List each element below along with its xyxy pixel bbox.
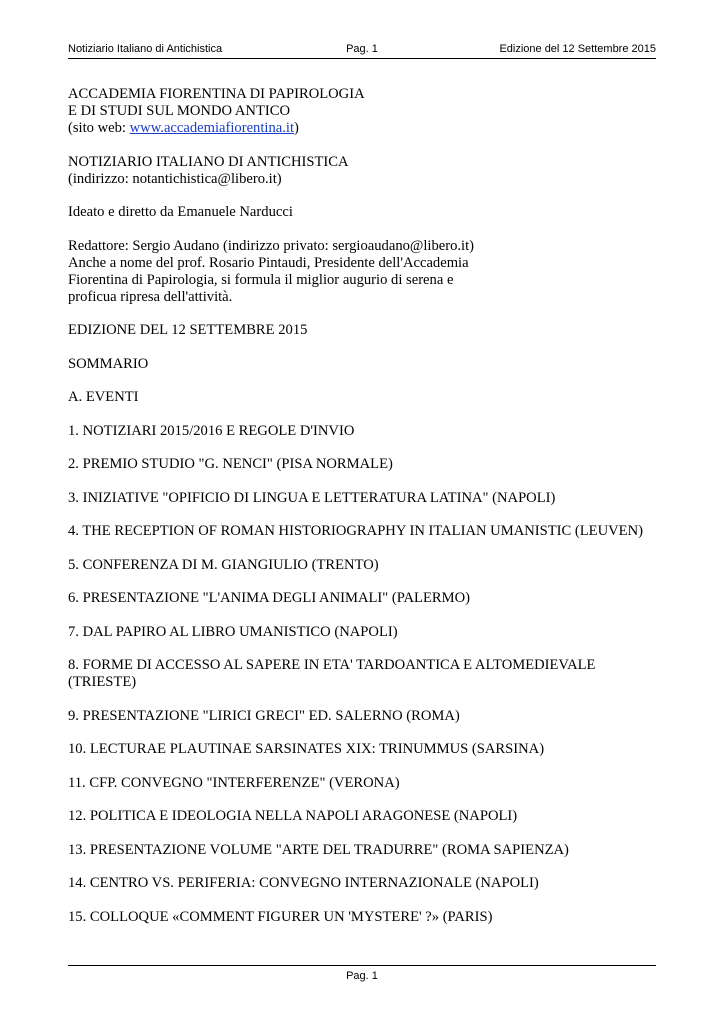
toc-item: 1. NOTIZIARI 2015/2016 E REGOLE D'INVIO: [68, 422, 355, 439]
newsletter-address: (indirizzo: notantichistica@libero.it): [68, 170, 282, 187]
toc-item: 8. FORME DI ACCESSO AL SAPERE IN ETA' TARDOANTICA E ALTOMEDIEVALE (TRIESTE): [68, 657, 596, 690]
page-header: [68, 42, 656, 59]
page-footer: [68, 965, 656, 983]
summary-heading: SOMMARIO: [68, 355, 149, 372]
editor-line: Anche a nome del prof. Rosario Pintaudi, Presidente dell'Accademia: [68, 254, 469, 271]
footer-page-number: Pag. 1: [346, 970, 378, 982]
toc-item: 11. CFP. CONVEGNO "INTERFERENZE" (VERONA): [68, 774, 400, 791]
section-heading: A. EVENTI: [68, 389, 139, 405]
toc-item: 2. PREMIO STUDIO "G. NENCI" (PISA NORMALE): [68, 456, 393, 472]
org-name-line2: E DI STUDI SUL MONDO ANTICO: [68, 103, 291, 119]
toc-item: 3. INIZIATIVE "OPIFICIO DI LINGUA E LETTERATURA LATINA" (NAPOLI): [68, 489, 556, 506]
newsletter-title: NOTIZIARIO ITALIANO DI ANTICHISTICA: [68, 153, 349, 170]
org-name-line1: ACCADEMIA FIORENTINA DI PAPIROLOGIA: [68, 86, 365, 102]
newsletter-block: [68, 154, 668, 188]
toc-item: 14. CENTRO VS. PERIFERIA: CONVEGNO INTERNAZIONALE (NAPOLI): [68, 875, 539, 891]
editor-block: [68, 238, 668, 306]
toc-item: 15. COLLOQUE «COMMENT FIGURER UN 'MYSTERE' ?» (PARIS): [68, 908, 493, 925]
editor-line: proficua ripresa dell'attività.: [68, 288, 233, 305]
organization-block: [68, 86, 668, 137]
toc-item: 13. PRESENTAZIONE VOLUME "ARTE DEL TRADURRE" (ROMA SAPIENZA): [68, 841, 569, 858]
toc-item: 12. POLITICA E IDEOLOGIA NELLA NAPOLI ARAGONESE (NAPOLI): [68, 808, 518, 824]
org-website: [68, 120, 668, 137]
directed-by: Ideato e diretto da Emanuele Narducci: [68, 204, 293, 220]
document-body: [68, 86, 668, 942]
header-edition: Edizione del 12 Settembre 2015: [499, 43, 656, 55]
toc-item: 5. CONFERENZA DI M. GIANGIULIO (TRENTO): [68, 556, 379, 573]
website-link[interactable]: www.accademiafiorentina.it: [129, 120, 294, 136]
toc-item: 6. PRESENTAZIONE "L'ANIMA DEGLI ANIMALI" (PALERMO): [68, 590, 470, 606]
site-prefix: (sito web:: [68, 120, 130, 136]
editor-line: Redattore: Sergio Audano (indirizzo privato: sergioaudano@libero.it): [68, 237, 475, 254]
edition-title: EDIZIONE DEL 12 SETTEMBRE 2015: [68, 322, 308, 338]
editor-line: Fiorentina di Papirologia, si formula il miglior augurio di serena e: [68, 271, 454, 288]
site-suffix: ): [294, 120, 299, 136]
toc-item: 10. LECTURAE PLAUTINAE SARSINATES XIX: TRINUMMUS (SARSINA): [68, 741, 545, 757]
toc-item: 7. DAL PAPIRO AL LIBRO UMANISTICO (NAPOLI): [68, 623, 398, 640]
header-page-number: Pag. 1: [346, 43, 378, 55]
header-title: Notiziario Italiano di Antichistica: [68, 43, 223, 55]
toc-item: 4. THE RECEPTION OF ROMAN HISTORIOGRAPHY IN ITALIAN UMANISTIC (LEUVEN): [68, 523, 643, 539]
toc-item: 9. PRESENTAZIONE "LIRICI GRECI" ED. SALERNO (ROMA): [68, 707, 460, 724]
